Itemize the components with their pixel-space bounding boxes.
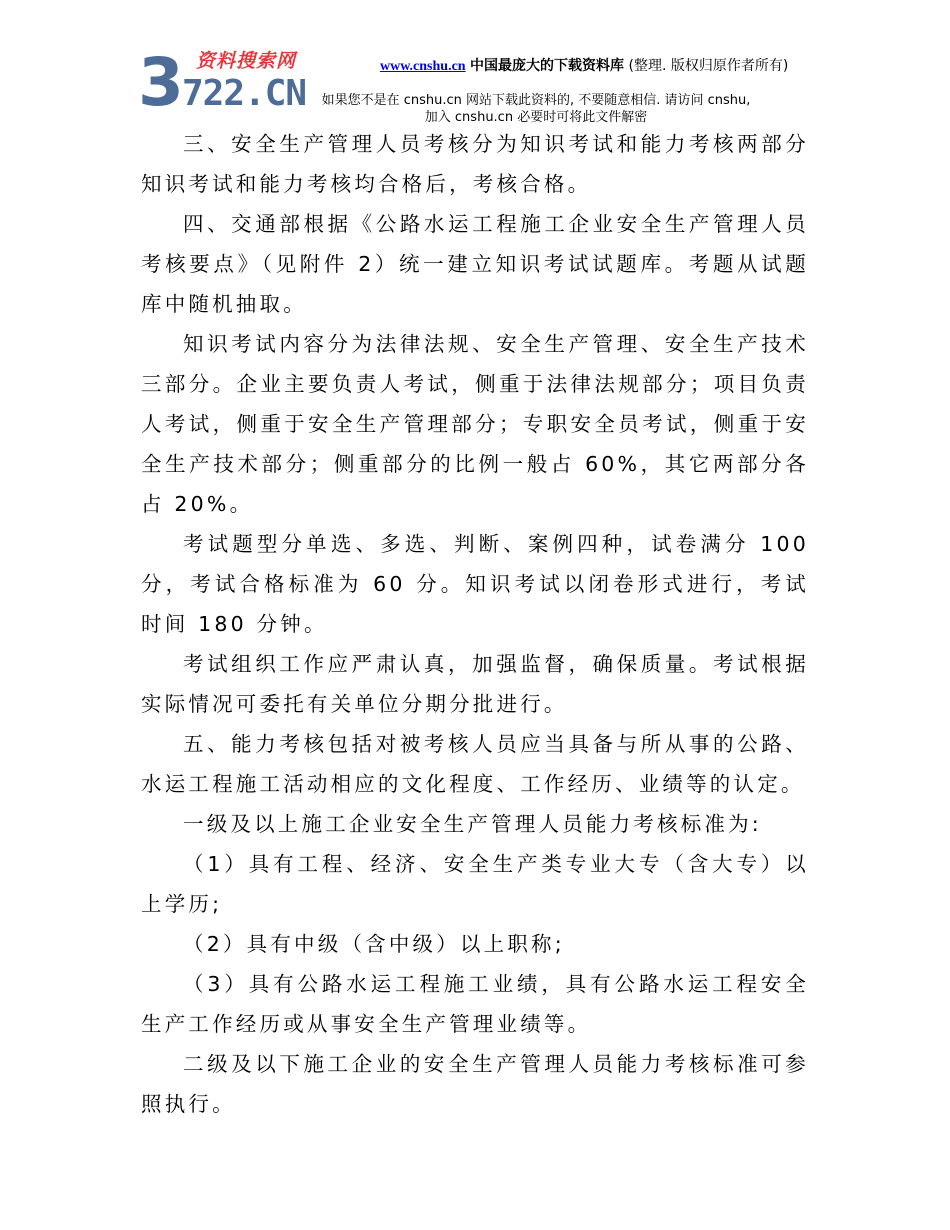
header-banner xyxy=(380,58,810,75)
paragraph: （2）具有中级（含中级）以上职称; xyxy=(183,932,565,956)
header-copyright-note: (整理. 版权归原作者所有) xyxy=(628,58,789,74)
paragraph: 三、安全生产管理人员考核分为知识考试和能力考核两部分知识考试和能力考核均合格后，考核合格。 xyxy=(141,132,809,196)
paragraph: 知识考试内容分为法律法规、安全生产管理、安全生产技术三部分。企业主要负责人考试，侧重于法律法规部分；项目负责人考试，侧重于安全生产管理部分；专职安全员考试，侧重于安全生产技术部分；侧重部分的比例一般占 60%，其它两部分各占 20%。 xyxy=(141,332,809,516)
logo-digit: 3 xyxy=(138,44,184,121)
paragraph: （1）具有工程、经济、安全生产类专业大专（含大专）以上学历; xyxy=(141,852,809,916)
header-notice-line-2: 加入 cnshu.cn 必要时可将此文件解密 xyxy=(424,110,648,125)
header-title: 中国最庞大的下载资料库 xyxy=(470,58,625,74)
logo-tagline: 资料搜索网 xyxy=(196,50,297,72)
header-notice-line-1: 如果您不是在 cnshu.cn 网站下载此资料的, 不要随意相信. 请访问 cnshu, xyxy=(321,93,751,108)
paragraph: 考试题型分单选、多选、判断、案例四种，试卷满分 100 分，考试合格标准为 60 分。知识考试以闭卷形式进行，考试时间 180 分钟。 xyxy=(141,532,809,636)
paragraph: 一级及以上施工企业安全生产管理人员能力考核标准为: xyxy=(183,812,762,836)
paragraph: 四、交通部根据《公路水运工程施工企业安全生产管理人员考核要点》（见附件 2）统一建立知识考试试题库。考题从试题库中随机抽取。 xyxy=(141,212,809,316)
site-logo xyxy=(138,44,318,121)
paragraph: 二级及以下施工企业的安全生产管理人员能力考核标准可参照执行。 xyxy=(141,1052,809,1116)
paragraph: 五、能力考核包括对被考核人员应当具备与所从事的公路、水运工程施工活动相应的文化程度、工作经历、业绩等的认定。 xyxy=(141,732,809,796)
site-link[interactable]: www.cnshu.cn xyxy=(380,59,466,74)
logo-domain: 722.CN xyxy=(182,73,307,114)
paragraph: （3）具有公路水运工程施工业绩，具有公路水运工程安全生产工作经历或从事安全生产管理业绩等。 xyxy=(141,972,809,1036)
paragraph: 考试组织工作应严肃认真，加强监督，确保质量。考试根据实际情况可委托有关单位分期分批进行。 xyxy=(141,652,809,716)
document-body xyxy=(141,124,809,1124)
